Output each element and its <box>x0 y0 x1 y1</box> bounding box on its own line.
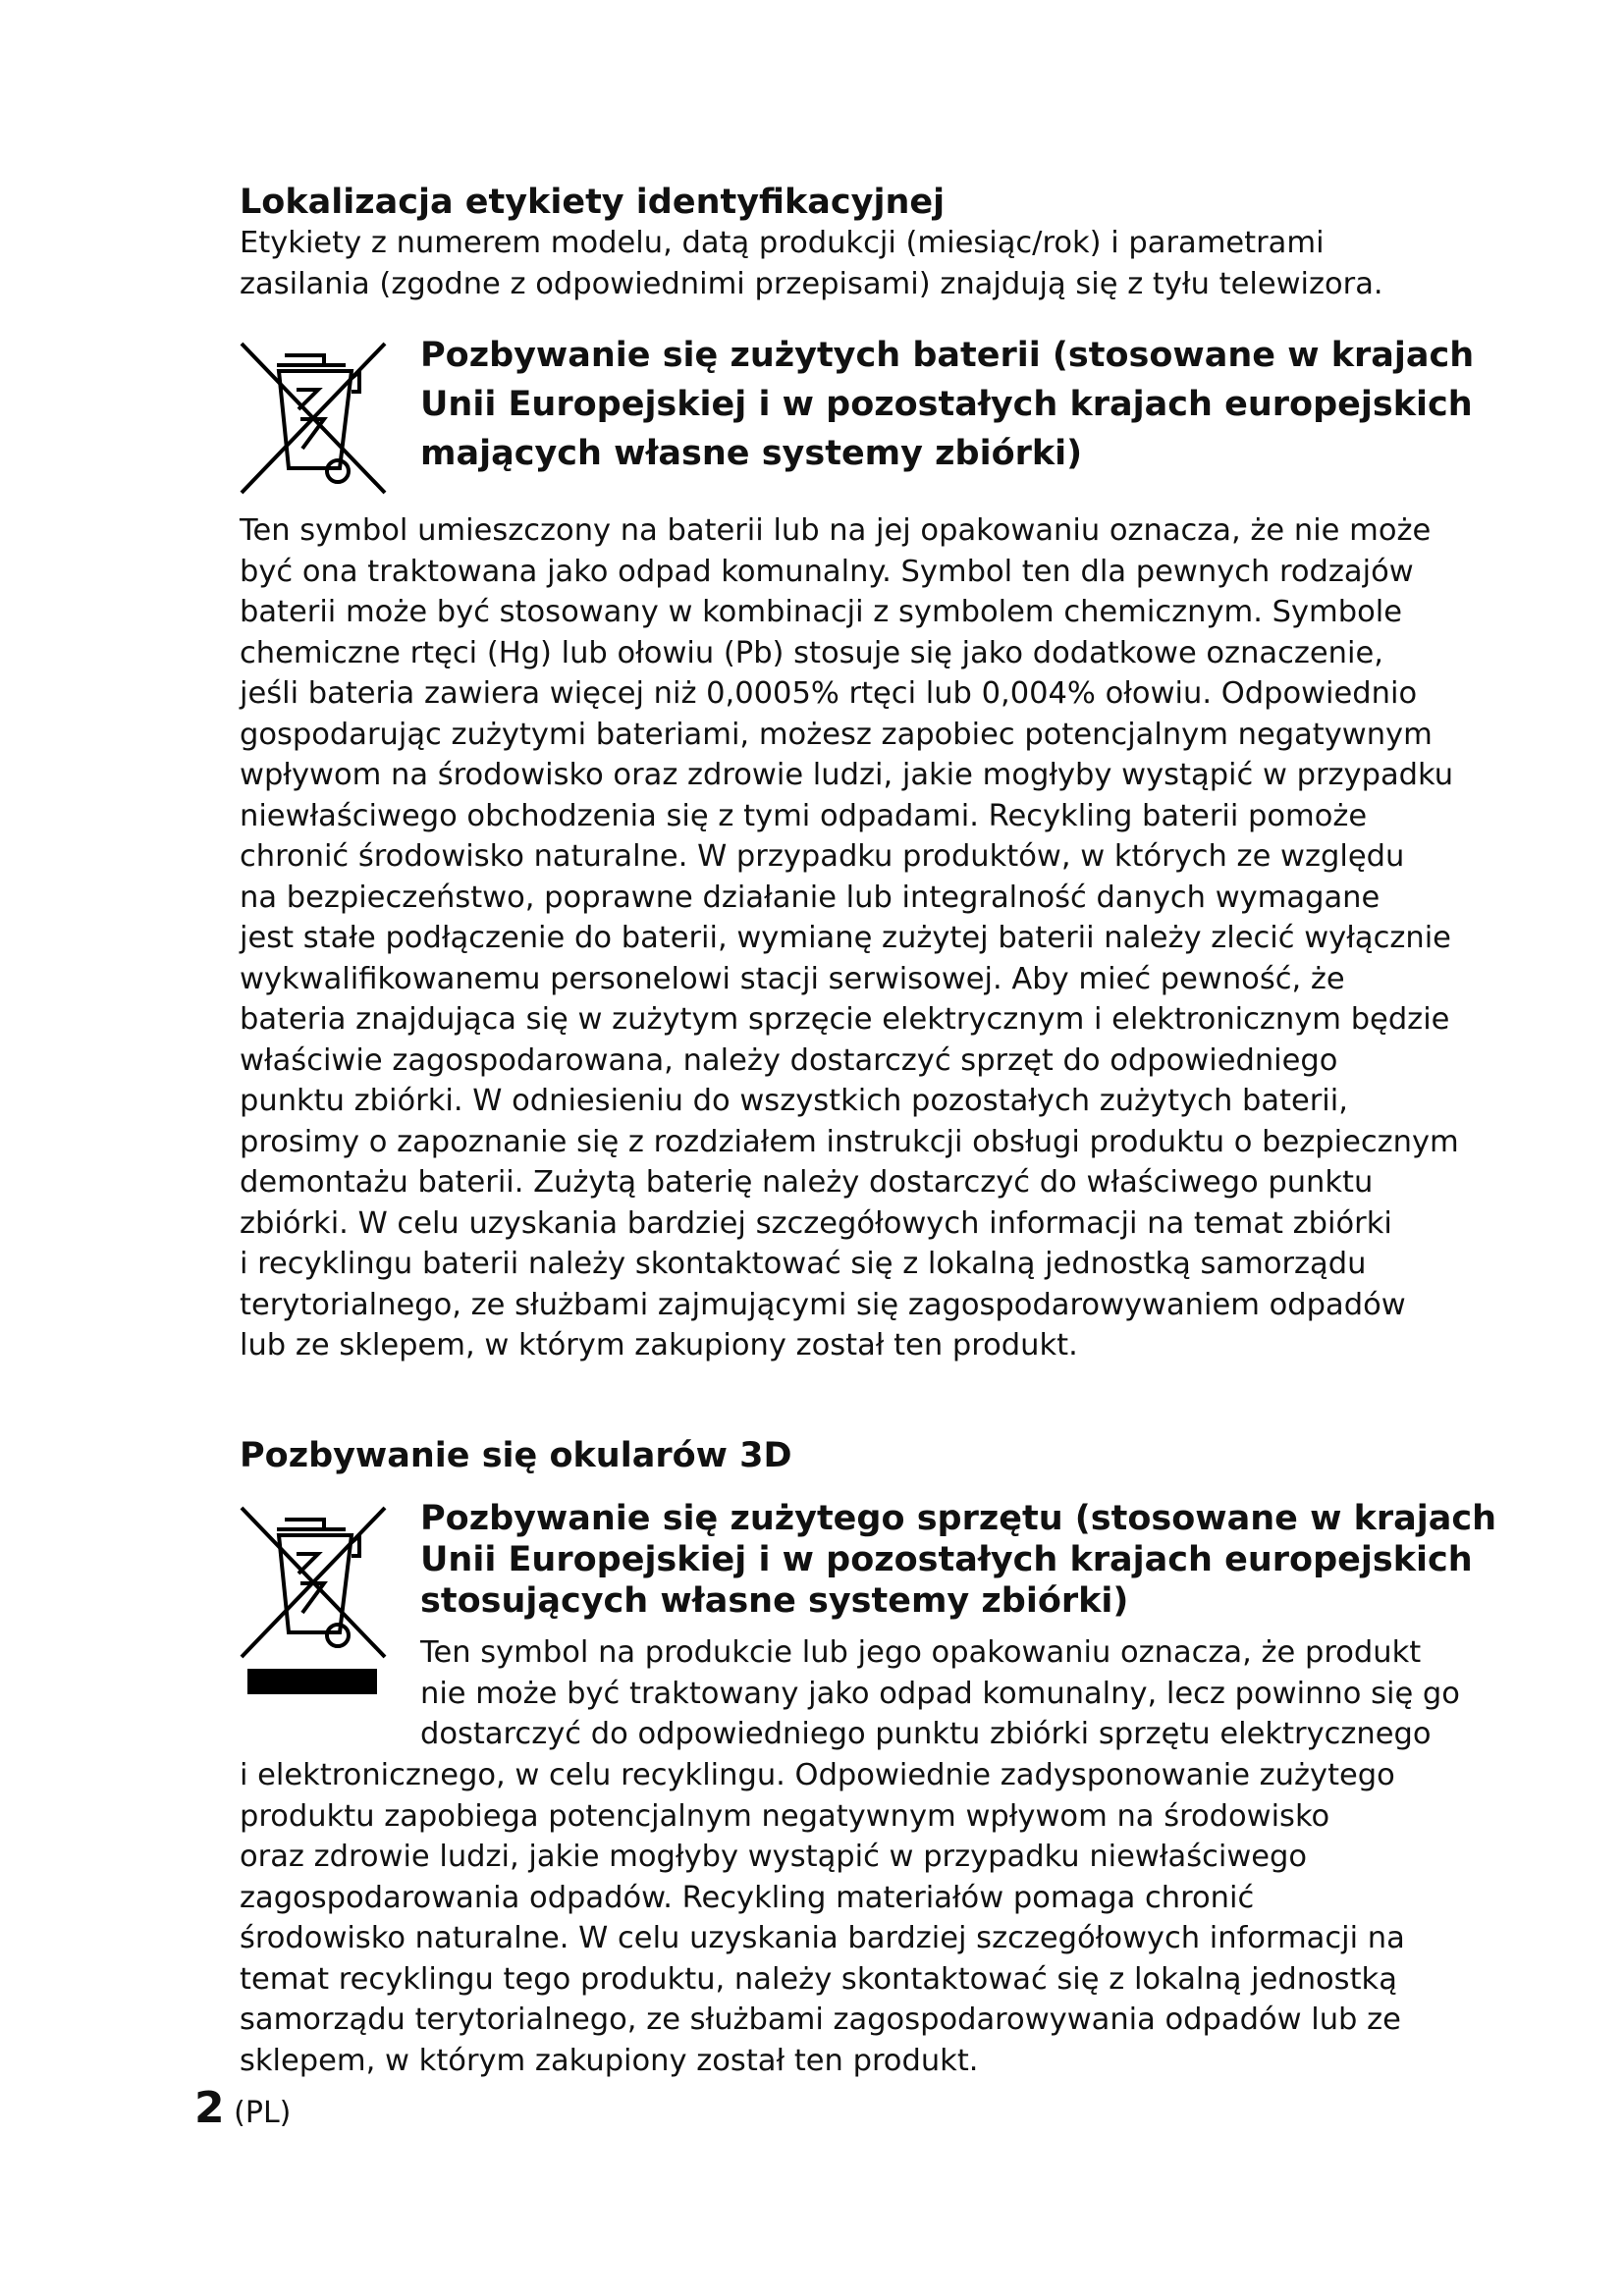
heading-identification-label: Lokalizacja etykiety identyfikacyjnej <box>240 183 946 222</box>
text-line: jeśli bateria zawiera więcej niż 0,0005% rtęci lub 0,004% ołowiu. Odpowiednio <box>240 676 1418 711</box>
heading-line: mających własne systemy zbiórki) <box>420 434 1083 473</box>
heading-line: Unii Europejskiej i w pozostałych krajach europejskich <box>420 1540 1473 1579</box>
heading-line: Unii Europejskiej i w pozostałych krajach europejskich <box>420 385 1473 424</box>
text-line: lub ze sklepem, w którym zakupiony został ten produkt. <box>240 1328 1078 1362</box>
paragraph-equipment-disposal <box>240 1755 1405 2081</box>
text-line: wykwalifikowanemu personelowi stacji serwisowej. Aby mieć pewność, że <box>240 961 1345 996</box>
text-line: środowisko naturalne. W celu uzyskania bardziej szczegółowych informacji na <box>240 1921 1405 1955</box>
text-line: niewłaściwego obchodzenia się z tymi odpadami. Recykling baterii pomoże <box>240 798 1368 833</box>
paragraph-identification-label <box>240 223 1383 304</box>
text-line: samorządu terytorialnego, ze służbami zagospodarowywania odpadów lub ze <box>240 2002 1401 2037</box>
crossed-out-wheelie-bin-icon <box>240 336 387 498</box>
paragraph-equipment-disposal-intro <box>420 1632 1460 1755</box>
heading-3d-glasses: Pozbywanie się okularów 3D <box>240 1436 792 1475</box>
text-line: nie może być traktowany jako odpad komunalny, lecz powinno się go <box>420 1676 1460 1711</box>
heading-line: Pozbywanie się zużytego sprzętu (stosowane w krajach <box>420 1499 1497 1538</box>
text-line: zasilania (zgodne z odpowiednimi przepisami) znajdują się z tyłu telewizora. <box>240 266 1383 301</box>
text-line: i elektronicznego, w celu recyklingu. Odpowiednie zadysponowanie zużytego <box>240 1758 1395 1792</box>
text-line: baterii może być stosowany w kombinacji z symbolem chemicznym. Symbole <box>240 595 1403 629</box>
text-line: sklepem, w którym zakupiony został ten produkt. <box>240 2043 979 2078</box>
heading-battery-disposal <box>420 331 1474 478</box>
text-line: punktu zbiórki. W odniesieniu do wszystkich pozostałych zużytych baterii, <box>240 1084 1348 1118</box>
text-line: chemiczne rtęci (Hg) lub ołowiu (Pb) stosuje się jako dodatkowe oznaczenie, <box>240 635 1383 670</box>
text-line: zbiórki. W celu uzyskania bardziej szczegółowych informacji na temat zbiórki <box>240 1205 1392 1241</box>
section-identification-label <box>240 182 1383 304</box>
text-line: chronić środowisko naturalne. W przypadku produktów, w których ze względu <box>240 839 1405 874</box>
text-line: temat recyklingu tego produktu, należy skontaktować się z lokalną jednostką <box>240 1961 1397 1997</box>
language-code: (PL) <box>234 2096 292 2130</box>
text-line: Ten symbol umieszczony na baterii lub na jej opakowaniu oznacza, że nie może <box>240 513 1432 548</box>
text-line: produktu zapobiega potencjalnym negatywnym wpływom na środowisko <box>240 1798 1330 1834</box>
text-line: jest stałe podłączenie do baterii, wymianę zużytej baterii należy zlecić wyłącznie <box>240 921 1451 955</box>
crossed-out-wheelie-bin-with-bar-icon <box>240 1500 387 1696</box>
page-number: 2 <box>194 2083 225 2133</box>
text-line: zagospodarowania odpadów. Recykling materiałów pomaga chronić <box>240 1880 1255 1915</box>
text-line: prosimy o zapoznanie się z rozdziałem instrukcji obsługi produktu o bezpiecznym <box>240 1124 1459 1159</box>
text-line: i recyklingu baterii należy skontaktować się z lokalną jednostką samorządu <box>240 1247 1367 1281</box>
paragraph-battery-disposal <box>240 510 1459 1366</box>
text-line: Etykiety z numerem modelu, datą produkcji (miesiąc/rok) i parametrami <box>240 226 1325 260</box>
text-line: być ona traktowana jako odpad komunalny. Symbol ten dla pewnych rodzajów <box>240 554 1414 589</box>
text-line: wpływom na środowisko oraz zdrowie ludzi, jakie mogłyby wystąpić w przypadku <box>240 758 1454 792</box>
text-line: demontażu baterii. Zużytą baterię należy dostarczyć do właściwego punktu <box>240 1165 1374 1200</box>
text-line: Ten symbol na produkcie lub jego opakowaniu oznacza, że produkt <box>420 1635 1422 1670</box>
heading-line: stosujących własne systemy zbiórki) <box>420 1581 1129 1621</box>
text-line: właściwie zagospodarowana, należy dostarczyć sprzęt do odpowiedniego <box>240 1042 1338 1078</box>
heading-line: Pozbywanie się zużytych baterii (stosowane w krajach <box>420 336 1475 375</box>
page-footer <box>194 2083 291 2133</box>
text-line: oraz zdrowie ludzi, jakie mogłyby wystąpić w przypadku niewłaściwego <box>240 1840 1308 1874</box>
text-line: gospodarując zużytymi bateriami, możesz zapobiec potencjalnym negatywnym <box>240 717 1433 752</box>
text-line: terytorialnego, ze służbami zajmującymi się zagospodarowywaniem odpadów <box>240 1287 1406 1322</box>
heading-equipment-disposal <box>420 1498 1496 1622</box>
section-3d-glasses <box>240 1435 792 1476</box>
text-line: na bezpieczeństwo, poprawne działanie lub integralność danych wymagane <box>240 880 1380 915</box>
text-line: bateria znajdująca się w zużytym sprzęcie elektrycznym i elektronicznym będzie <box>240 1002 1450 1037</box>
text-line: dostarczyć do odpowiedniego punktu zbiórki sprzętu elektrycznego <box>420 1717 1432 1751</box>
